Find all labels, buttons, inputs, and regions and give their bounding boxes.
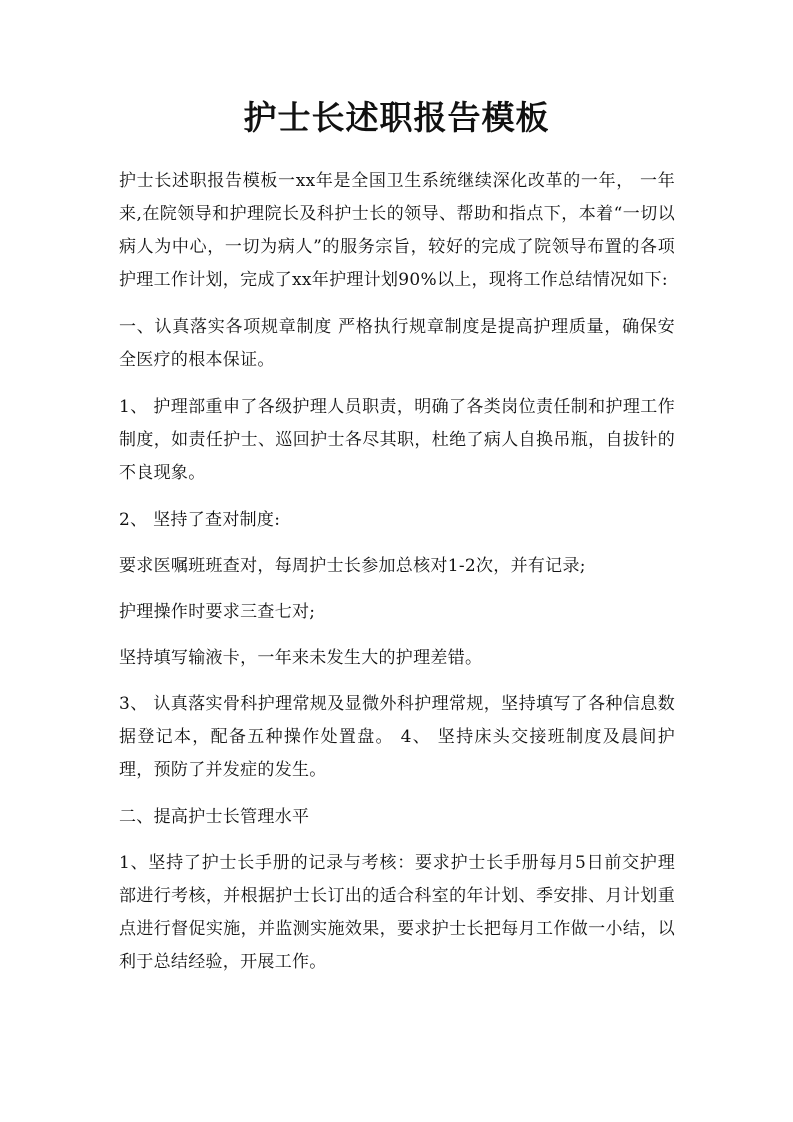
- paragraph-item-2-detail-1: 要求医嘱班班查对，每周护士长参加总核对1-2次，并有记录;: [119, 556, 586, 576]
- paragraph-item-2-detail-3: 坚持填写输液卡，一年来未发生大的护理差错。: [119, 648, 483, 668]
- document-title: 护士长述职报告模板: [243, 98, 550, 137]
- paragraph-section-1-heading: 一、认真落实各项规章制度 严格执行规章制度是提高护理质量，确保安全医疗的根本保证。: [119, 317, 675, 370]
- paragraph-item-2-detail-2: 护理操作时要求三查七对;: [119, 602, 316, 622]
- paragraph-item-1: 1、 护理部重申了各级护理人员职责，明确了各类岗位责任制和护理工作制度，如责任护士、巡回护士各尽其职，杜绝了病人自换吊瓶，自拔针的不良现象。: [119, 397, 675, 483]
- document-body: [119, 165, 675, 993]
- paragraph-section-2-heading: 二、提高护士长管理水平: [119, 807, 310, 827]
- paragraph-intro: 护士长述职报告模板一xx年是全国卫生系统继续深化改革的一年， 一年来,在院领导和护理院长及科护士长的领导、帮助和指点下，本着“一切以病人为中心，一切为病人”的服务宗旨，较好的完成了院领导布置的各项护理工作计划，完成了xx年护理计划90%以上，现将工作总结情况如下:: [119, 171, 675, 290]
- paragraph-section-2-item-1: 1、坚持了护士长手册的记录与考核：要求护士长手册每月5日前交护理部进行考核，并根据护士长订出的适合科室的年计划、季安排、月计划重点进行督促实施，并监测实施效果，要求护士长把每月工作做一小结，以利于总结经验，开展工作。: [119, 853, 675, 972]
- paragraph-item-3-4: 3、 认真落实骨科护理常规及显微外科护理常规，坚持填写了各种信息数据登记本，配备五种操作处置盘。 4、 坚持床头交接班制度及晨间护理，预防了并发症的发生。: [119, 694, 675, 780]
- paragraph-item-2: 2、 坚持了查对制度:: [119, 510, 281, 530]
